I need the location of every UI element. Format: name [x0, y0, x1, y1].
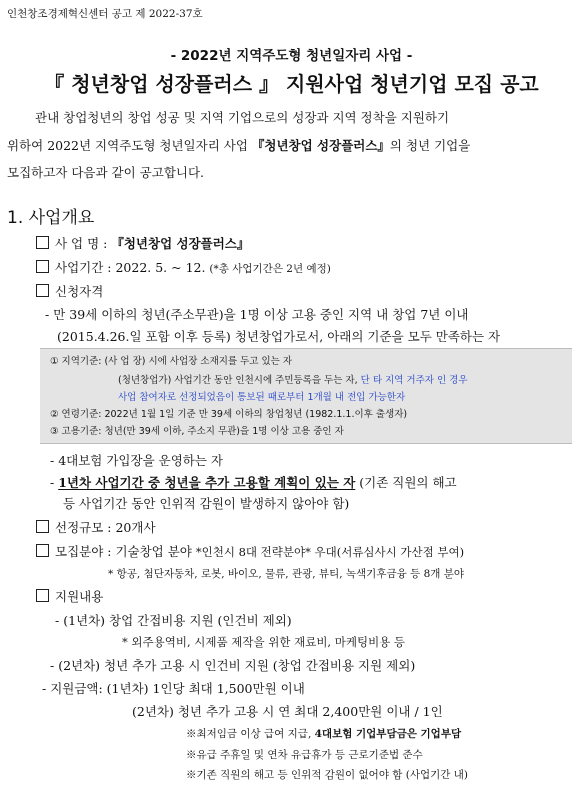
project-name-value: 『청년창업 성장플러스』	[111, 236, 250, 251]
hiring-plan-requirement	[50, 473, 457, 491]
period-label: 사업기간 : 2022. 5. ~ 12.	[55, 260, 210, 275]
note-no-layoff: ※기존 직원의 해고 등 인위적 감원이 없어야 함 (사업기간 내)	[186, 769, 469, 781]
checkbox-icon	[36, 520, 49, 533]
eligibility-line-2: (2015.4.26.일 포함 이후 등록) 청년창업가로서, 아래의 기준을 모두 만족하는 자	[57, 329, 501, 344]
field-strategic: *인천시 8대 전략분야*	[195, 545, 311, 559]
hiring-dash: -	[50, 475, 59, 490]
hiring-plan-note: (기존 직원의 해고	[355, 475, 457, 490]
period-note: (*총 사업기간은 2년 예정)	[209, 263, 331, 275]
intro-line-2	[7, 136, 470, 154]
eligibility-row	[36, 282, 103, 300]
document-subtitle: - 2022년 지역주도형 청년일자리 사업 -	[170, 48, 413, 64]
scale-row	[36, 518, 156, 536]
note-minimum-wage	[186, 726, 461, 741]
criteria-residence: (청년창업가) 사업기간 동안 인천시에 주민등록을 두는 자,	[118, 375, 361, 386]
hiring-plan-emphasis: 1년차 사업기간 중 청년을 추가 고용할 계획이 있는 자	[58, 475, 356, 490]
criteria-exception-detail: 사업 참여자로 선정되었음이 통보된 때로부터 1개월 내 전입 가능한자	[118, 392, 406, 403]
intro-line-3: 모집하고자 다음과 같이 공고합니다.	[7, 165, 205, 180]
criteria-region: ① 지역기준: (사 업 장) 시에 사업장 소재지를 두고 있는 자	[50, 356, 293, 367]
eligibility-line-1: - 만 39세 이하의 청년(주소무관)을 1명 이상 고용 중인 지역 내 창업 7년 이내	[45, 307, 469, 322]
checkbox-icon	[36, 236, 49, 249]
checkbox-icon	[36, 284, 49, 297]
field-note: * 항공, 첨단자동차, 로봇, 바이오, 물류, 관광, 뷰티, 녹색기후금융 등 8개 분야	[108, 568, 465, 580]
criteria-region-detail	[118, 372, 468, 386]
support-label: 지원내용	[55, 589, 104, 604]
hiring-plan-note-cont: 등 사업기간 동안 인위적 감원이 발생하지 않아야 함)	[63, 496, 350, 511]
project-name-label: 사 업 명 :	[55, 236, 112, 251]
program-name: 『청년창업 성장플러스』	[251, 138, 390, 153]
support-year-1-note: * 외주용역비, 시제품 제작을 위한 재료비, 마케팅비용 등	[122, 635, 406, 649]
intro-text: 위하여 2022년 지역주도형 청년일자리 사업	[7, 138, 252, 153]
checkbox-icon	[36, 260, 49, 273]
amount-year-2: (2년차) 청년 추가 고용 시 연 최대 2,400만원 이내 / 1인	[132, 704, 443, 719]
field-preference: 우대(서류심사시 가산점 부여)	[310, 545, 465, 559]
field-label: 모집분야 : 기술창업 분야	[55, 544, 196, 559]
support-year-2: - (2년차) 청년 추가 고용 시 인건비 지원 (창업 간접비용 지원 제외)	[50, 658, 416, 673]
note-labor-law: ※유급 주휴일 및 연차 유급휴가 등 근로기준법 준수	[186, 749, 423, 761]
note-insurance-burden: 4대보험 기업부담금은 기업부담	[314, 728, 462, 740]
criteria-employment: ③ 고용기준: 청년(만 39세 이하, 주소지 무관)을 1명 이상 고용 중인 자	[50, 426, 344, 437]
checkbox-icon	[36, 544, 49, 557]
period-row	[36, 258, 331, 276]
note-wage-text: ※최저임금 이상 급여 지급,	[186, 728, 315, 740]
eligibility-label: 신청자격	[55, 284, 104, 299]
field-row	[36, 542, 464, 560]
support-year-1: - (1년차) 창업 간접비용 지원 (인건비 제외)	[55, 613, 292, 628]
criteria-exception: 단 타 지역 거주자 인 경우	[360, 375, 468, 386]
amount-year-1: - 지원금액: (1년차) 1인당 최대 1,500만원 이내	[42, 681, 305, 696]
intro-text-cont: 의 청년 기업을	[389, 138, 471, 153]
intro-line-1: 관내 창업청년의 창업 성공 및 지역 기업으로의 성장과 지역 정착을 지원하기	[35, 110, 450, 125]
insurance-requirement: - 4대보험 가입장을 운영하는 자	[50, 453, 223, 468]
document-number: 인천창조경제혁신센터 공고 제 2022-37호	[7, 8, 203, 20]
support-row	[36, 587, 103, 605]
checkbox-icon	[36, 589, 49, 602]
document-title: 『 청년창업 성장플러스 』 지원사업 청년기업 모집 공고	[44, 72, 539, 96]
project-name-row	[36, 234, 249, 252]
scale-text: 선정규모 : 20개사	[55, 520, 156, 535]
section-heading: 1. 사업개요	[7, 208, 95, 228]
criteria-age: ② 연령기준: 2022년 1월 1일 기준 만 39세 이하의 창업청년 (1982.1.1.이후 출생자)	[50, 409, 408, 420]
